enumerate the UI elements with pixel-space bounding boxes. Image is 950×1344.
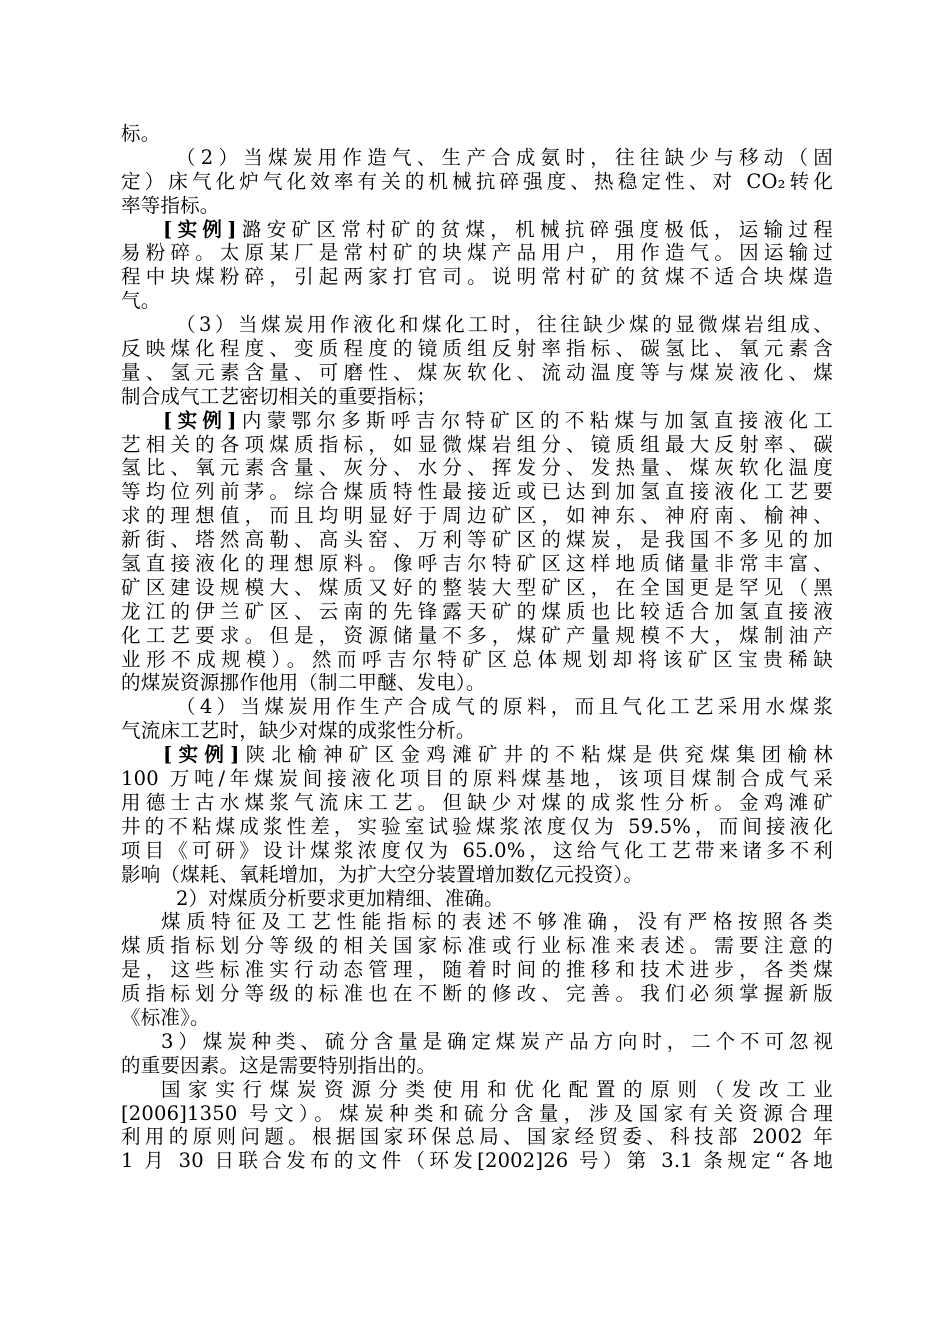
line-text: 量、氢元素含量、可磨性、煤灰软化、流动温度等与煤炭液化、煤 (121, 360, 833, 384)
text-line (121, 1054, 833, 1078)
text-line (121, 839, 833, 863)
line-text: [2006]1350 号文）。煤炭种类和硫分含量，涉及国家有关资源合理 (121, 1101, 833, 1125)
text-line (121, 409, 833, 433)
line-text: 影响（煤耗、氧耗增加，为扩大空分装置增加数亿元投资）。 (121, 862, 644, 886)
text-line (121, 241, 833, 265)
line-text: 氢直接液化的理想原料。像呼吉尔特矿区这样地质储量非常丰富、 (121, 552, 833, 576)
line-text: 定）床气化炉气化效率有关的机械抗碎强度、热稳定性、对 CO₂转化 (121, 169, 833, 193)
example-label: [实例] (163, 408, 237, 432)
text-line (121, 289, 833, 313)
line-text: 业形不成规模）。然而呼吉尔特矿区总体规划却将该矿区宝贵稀缺 (121, 647, 833, 671)
line-text: （2）当煤炭用作造气、生产合成氨时，往往缺少与移动（固 (176, 145, 833, 169)
line-text: 煤质指标划分等级的相关国家标准或行业标准来表述。需要注意的 (121, 934, 833, 958)
line-text: 率等指标。 (121, 193, 220, 217)
line-text: 新街、塔然高勒、高头窑、万利等矿区的煤炭，是我国不多见的加 (121, 528, 833, 552)
text-line (121, 1006, 833, 1030)
text-line (121, 122, 833, 146)
text-line (121, 528, 833, 552)
text-line (121, 313, 833, 337)
text-line (121, 671, 833, 695)
line-text: 国家实行煤炭资源分类使用和优化配置的原则（发改工业 (161, 1077, 833, 1101)
line-text: （3）当煤炭用作液化和煤化工时，往往缺少煤的显微煤岩组成、 (176, 313, 833, 337)
line-text: 标。 (121, 122, 161, 145)
line-text: 氢比、氧元素含量、灰分、水分、挥发分、发热量、煤灰软化温度 (121, 456, 833, 480)
line-text: 内蒙鄂尔多斯呼吉尔特矿区的不粘煤与加氢直接液化工 (236, 408, 833, 432)
line-text: 1 月 30 日联合发布的文件（环发[2002]26 号）第 3.1 条规定“各地 (121, 1149, 833, 1173)
text-line (121, 695, 833, 719)
line-text: 求的理想值，而且均明显好于周边矿区，如神东、神府南、榆神、 (121, 504, 833, 528)
line-text: 煤质特征及工艺性能指标的表述不够准确，没有严格按照各类 (161, 910, 833, 934)
text-line (121, 1030, 833, 1054)
line-text: 3）煤炭种类、硫分含量是确定煤炭产品方向时，二个不可忽视 (161, 1029, 833, 1053)
text-line (121, 265, 833, 289)
line-text: 的煤炭资源挪作他用（制二甲醚、发电）。 (121, 671, 486, 695)
line-text: 井的不粘煤成浆性差，实验室试验煤浆浓度仅为 59.5%，而间接液化 (121, 814, 833, 838)
text-line (121, 600, 833, 624)
text-line (121, 719, 833, 743)
line-text: 等均位列前茅。综合煤质特性最接近或已达到加氢直接液化工艺要 (121, 480, 833, 504)
text-line (121, 648, 833, 672)
line-text: 用德士古水煤浆气流床工艺。但缺少对煤的成浆性分析。金鸡滩矿 (121, 790, 833, 814)
text-line (121, 433, 833, 457)
text-line (121, 194, 833, 218)
example-label: [实例] (163, 217, 237, 241)
line-text: 质指标划分等级的标准也在不断的修改、完善。我们必须掌握新版 (121, 982, 833, 1006)
line-text: 矿区建设规模大、煤质又好的整装大型矿区，在全国更是罕见（黑 (121, 575, 833, 599)
line-text: 制合成气工艺密切相关的重要指标； (121, 384, 437, 408)
line-text: 项目《可研》设计煤浆浓度仅为 65.0%，这给气化工艺带来诸多不利 (121, 838, 833, 862)
line-text: 气。 (121, 289, 161, 313)
text-line (121, 146, 833, 170)
text-line (121, 624, 833, 648)
text-line (121, 1149, 833, 1173)
line-text: 陕北榆神矿区金鸡滩矿井的不粘煤是供兖煤集团榆林 (239, 743, 833, 767)
text-line (121, 1078, 833, 1102)
text-line (121, 170, 833, 194)
text-line (121, 576, 833, 600)
text-line (121, 385, 833, 409)
line-text: 的重要因素。这是需要特别指出的。 (121, 1053, 437, 1077)
line-text: 是，这些标准实行动态管理，随着时间的推移和技术进步，各类煤 (121, 958, 833, 982)
text-line (121, 958, 833, 982)
text-line (121, 1125, 833, 1149)
line-text: 气流床工艺时，缺少对煤的成浆性分析。 (121, 719, 476, 743)
line-text: 利用的原则问题。根据国家环保总局、国家经贸委、科技部 2002 年 (121, 1125, 833, 1149)
line-text: （4）当煤炭用作生产合成气的原料，而且气化工艺采用水煤浆 (176, 695, 833, 719)
document-page (121, 122, 833, 1173)
text-line (121, 218, 833, 242)
line-text: 100 万吨/年煤炭间接液化项目的原料煤基地，该项目煤制合成气采 (121, 767, 833, 791)
text-line (121, 1102, 833, 1126)
text-line (121, 791, 833, 815)
text-line (121, 504, 833, 528)
line-text: 程中块煤粉碎，引起两家打官司。说明常村矿的贫煤不适合块煤造 (121, 265, 833, 289)
text-line (121, 767, 833, 791)
text-line (121, 337, 833, 361)
text-line (121, 887, 833, 911)
text-line (121, 552, 833, 576)
text-line (121, 982, 833, 1006)
text-line (121, 934, 833, 958)
line-text: 反映煤化程度、变质程度的镜质组反射率指标、碳氢比、氧元素含 (121, 337, 833, 361)
line-text: 龙江的伊兰矿区、云南的先锋露天矿的煤质也比较适合加氢直接液 (121, 599, 833, 623)
text-line (121, 863, 833, 887)
text-line (121, 480, 833, 504)
example-label: [实例] (163, 743, 240, 767)
line-text: 潞安矿区常村矿的贫煤，机械抗碎强度极低，运输过程 (236, 217, 833, 241)
text-line (121, 815, 833, 839)
line-text: 2）对煤质分析要求更加精细、准确。 (176, 886, 504, 910)
text-line (121, 743, 833, 767)
text-line (121, 456, 833, 480)
line-text: 《标准》。 (121, 1005, 210, 1029)
line-text: 艺相关的各项煤质指标，如显微煤岩组分、镜质组最大反射率、碳 (121, 432, 833, 456)
line-text: 易粉碎。太原某厂是常村矿的块煤产品用户，用作造气。因运输过 (121, 241, 833, 265)
text-line (121, 910, 833, 934)
text-line (121, 361, 833, 385)
line-text: 化工艺要求。但是，资源储量不多，煤矿产量规模不大，煤制油产 (121, 623, 833, 647)
